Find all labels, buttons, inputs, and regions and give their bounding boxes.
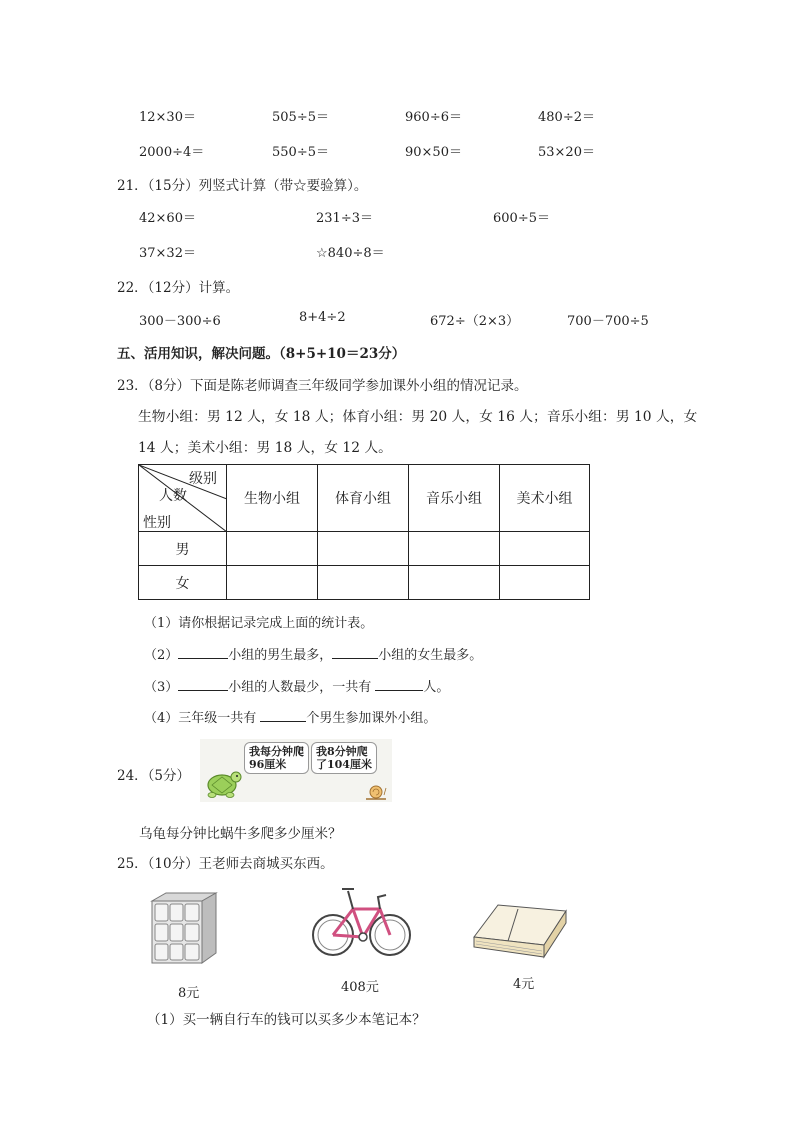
q25-sub1: （1）买一辆自行车的钱可以买多少本笔记本？ xyxy=(147,1012,426,1028)
q21-item-1: 42×60＝ xyxy=(139,211,196,226)
snail-speech-line1: 我8分钟爬 xyxy=(316,745,368,758)
q25-title: 25．（10分）王老师去商城买东西。 xyxy=(117,856,334,872)
q22-item-3: 672÷（2×3） xyxy=(430,314,520,329)
turtle-speech-bubble xyxy=(244,742,309,774)
bicycle-icon xyxy=(308,879,413,959)
q24-question: 乌龟每分钟比蜗牛多爬多少厘米？ xyxy=(139,826,342,842)
q23-sub3 xyxy=(144,676,449,695)
q22-item-1: 300－300÷6 xyxy=(139,314,221,329)
turtle-icon xyxy=(202,765,242,799)
table-cell[interactable] xyxy=(227,532,318,566)
section5-title: 五、活用知识，解决问题。（8+5+10＝23分） xyxy=(117,346,406,362)
column-header-music: 音乐小组 xyxy=(409,465,500,532)
oral-calc-1-1: 12×30＝ xyxy=(139,110,196,125)
oral-calc-1-4: 480÷2＝ xyxy=(538,110,595,125)
table-cell[interactable] xyxy=(409,532,500,566)
oral-calc-1-2: 505÷5＝ xyxy=(272,110,329,125)
oral-calc-2-4: 53×20＝ xyxy=(538,145,595,160)
oral-calc-2-2: 550÷5＝ xyxy=(272,145,329,160)
row-header-female: 女 xyxy=(139,566,227,600)
snail-speech-bubble xyxy=(311,742,377,774)
products-illustration xyxy=(138,879,574,999)
q24-title: 24．（5分） xyxy=(117,768,191,784)
q21-item-4: 37×32＝ xyxy=(139,246,196,261)
q22-title: 22．（12分）计算。 xyxy=(117,280,240,296)
answer-blank[interactable] xyxy=(375,690,423,691)
oral-calc-2-1: 2000÷4＝ xyxy=(139,145,205,160)
q23-sub2-prefix: （2） xyxy=(144,648,179,663)
answer-blank[interactable] xyxy=(178,658,228,659)
turtle-speech-line1: 我每分钟爬 xyxy=(249,745,304,758)
column-header-sports: 体育小组 xyxy=(318,465,409,532)
q23-sub1: （1）请你根据记录完成上面的统计表。 xyxy=(144,616,374,631)
table-cell[interactable] xyxy=(318,532,409,566)
table-cell[interactable] xyxy=(318,566,409,600)
q21-item-5: ☆840÷8＝ xyxy=(316,246,385,261)
answer-blank[interactable] xyxy=(332,658,378,659)
table-cell[interactable] xyxy=(500,566,590,600)
turtle-snail-illustration xyxy=(200,739,392,802)
bicycle-price: 408元 xyxy=(341,980,379,995)
q23-sub3-text: 小组的人数最少，一共有 xyxy=(228,680,376,695)
q22-item-2: 8+4÷2 xyxy=(299,310,346,325)
row-header-male: 男 xyxy=(139,532,227,566)
q23-sub3-end: 人。 xyxy=(423,680,450,695)
cube-price: 8元 xyxy=(178,986,200,1001)
answer-blank[interactable] xyxy=(178,690,228,691)
snail-icon xyxy=(364,783,388,801)
oral-calc-2-3: 90×50＝ xyxy=(405,145,462,160)
q23-record-line1: 生物小组：男 12 人，女 18 人；体育小组：男 20 人，女 16 人；音乐小组：男 10 人，女 xyxy=(138,409,698,425)
column-header-art: 美术小组 xyxy=(500,465,590,532)
q23-sub4-prefix: （4）三年级一共有 xyxy=(144,711,261,726)
turtle-speech-line2: 96厘米 xyxy=(249,758,287,771)
column-header-biology: 生物小组 xyxy=(227,465,318,532)
q23-sub3-prefix: （3） xyxy=(144,680,179,695)
oral-calc-1-3: 960÷6＝ xyxy=(405,110,462,125)
cube-icon xyxy=(142,891,222,967)
corner-label-count: 人数 xyxy=(159,488,187,504)
q21-item-2: 231÷3＝ xyxy=(316,211,373,226)
table-cell[interactable] xyxy=(500,532,590,566)
q23-sub4 xyxy=(144,707,436,726)
answer-blank[interactable] xyxy=(260,721,306,722)
q23-sub2-text: 小组的男生最多， xyxy=(228,648,333,663)
q21-item-3: 600÷5＝ xyxy=(493,211,550,226)
table-corner-header xyxy=(139,465,227,532)
corner-label-level: 级别 xyxy=(189,471,217,487)
q23-sub2 xyxy=(144,644,482,663)
q23-record-line2: 14 人；美术小组：男 18 人，女 12 人。 xyxy=(138,440,392,456)
table-cell[interactable] xyxy=(227,566,318,600)
q23-sub2-end: 小组的女生最多。 xyxy=(378,648,483,663)
q23-sub4-end: 个男生参加课外小组。 xyxy=(306,711,437,726)
q23-title: 23．（8分）下面是陈老师调查三年级同学参加课外小组的情况记录。 xyxy=(117,378,528,394)
table-cell[interactable] xyxy=(409,566,500,600)
q21-title: 21．（15分）列竖式计算（带☆要验算）。 xyxy=(117,178,368,194)
statistics-table xyxy=(138,464,590,600)
notebook-icon xyxy=(468,901,574,963)
q22-item-4: 700－700÷5 xyxy=(567,314,649,329)
corner-label-gender: 性别 xyxy=(143,515,171,531)
notebook-price: 4元 xyxy=(513,977,535,992)
snail-speech-line2: 了104厘米 xyxy=(316,758,372,771)
